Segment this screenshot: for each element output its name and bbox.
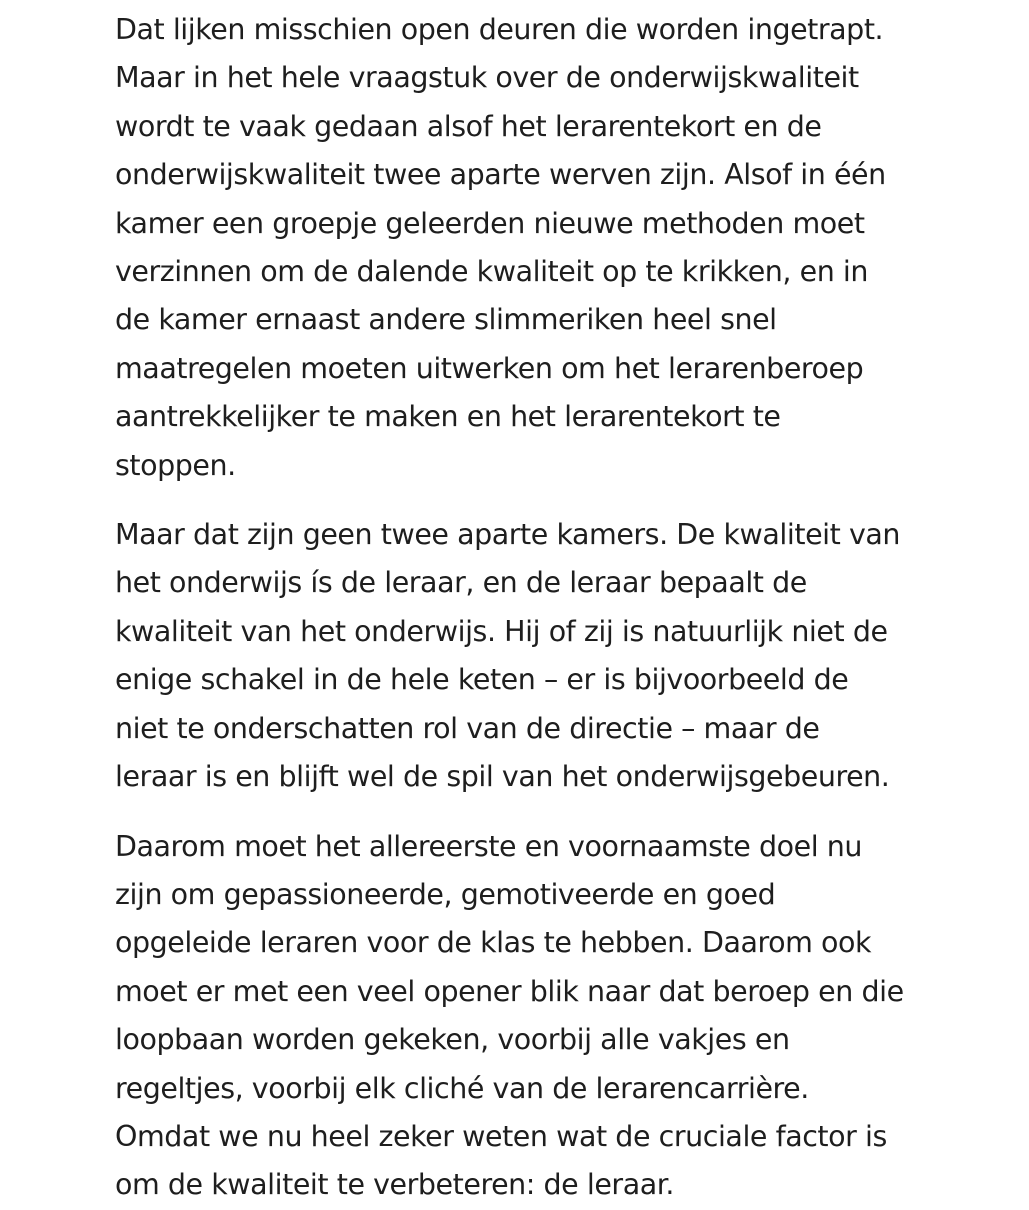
- text-line: Maar in het hele vraagstuk over de onderwijskwaliteit: [115, 61, 859, 95]
- text-line: om de kwaliteit te verbeteren: de leraar.: [115, 1168, 674, 1202]
- article-body: [115, 6, 1015, 1210]
- text-line: Omdat we nu heel zeker weten wat de cruciale factor is: [115, 1119, 887, 1153]
- text-line: Daarom moet het allereerste en voornaamste doel nu: [115, 829, 863, 863]
- text-line: kamer een groepje geleerden nieuwe methoden moet: [115, 206, 865, 240]
- text-line: onderwijskwaliteit twee aparte werven zijn. Alsof in één: [115, 158, 886, 192]
- text-line: opgeleide leraren voor de klas te hebben. Daarom ook: [115, 926, 872, 960]
- text-line: niet te onderschatten rol van de directie – maar de: [115, 711, 820, 745]
- paragraph-1: [115, 6, 1015, 490]
- text-line: leraar is en blijft wel de spil van het onderwijsgebeuren.: [115, 760, 890, 794]
- text-line: het onderwijs ís de leraar, en de leraar bepaalt de: [115, 566, 807, 600]
- paragraph-2: [115, 511, 1015, 801]
- text-line: stoppen.: [115, 448, 236, 482]
- text-line: maatregelen moeten uitwerken om het lerarenberoep: [115, 351, 864, 385]
- text-line: zijn om gepassioneerde, gemotiveerde en goed: [115, 877, 776, 911]
- text-line: aantrekkelijker te maken en het lerarentekort te: [115, 400, 781, 434]
- paragraph-3: [115, 823, 1015, 1210]
- text-line: kwaliteit van het onderwijs. Hij of zij is natuurlijk niet de: [115, 614, 888, 648]
- text-line: enige schakel in de hele keten – er is bijvoorbeeld de: [115, 663, 849, 697]
- text-line: regeltjes, voorbij elk cliché van de lerarencarrière.: [115, 1071, 809, 1105]
- text-line: verzinnen om de dalende kwaliteit op te krikken, en in: [115, 255, 868, 289]
- text-line: de kamer ernaast andere slimmeriken heel snel: [115, 303, 777, 337]
- text-line: moet er met een veel opener blik naar dat beroep en die: [115, 974, 904, 1008]
- text-line: Maar dat zijn geen twee aparte kamers. De kwaliteit van: [115, 518, 901, 552]
- text-line: loopbaan worden gekeken, voorbij alle vakjes en: [115, 1023, 790, 1057]
- text-line: wordt te vaak gedaan alsof het lerarentekort en de: [115, 109, 822, 143]
- text-line: Dat lijken misschien open deuren die worden ingetrapt.: [115, 13, 884, 46]
